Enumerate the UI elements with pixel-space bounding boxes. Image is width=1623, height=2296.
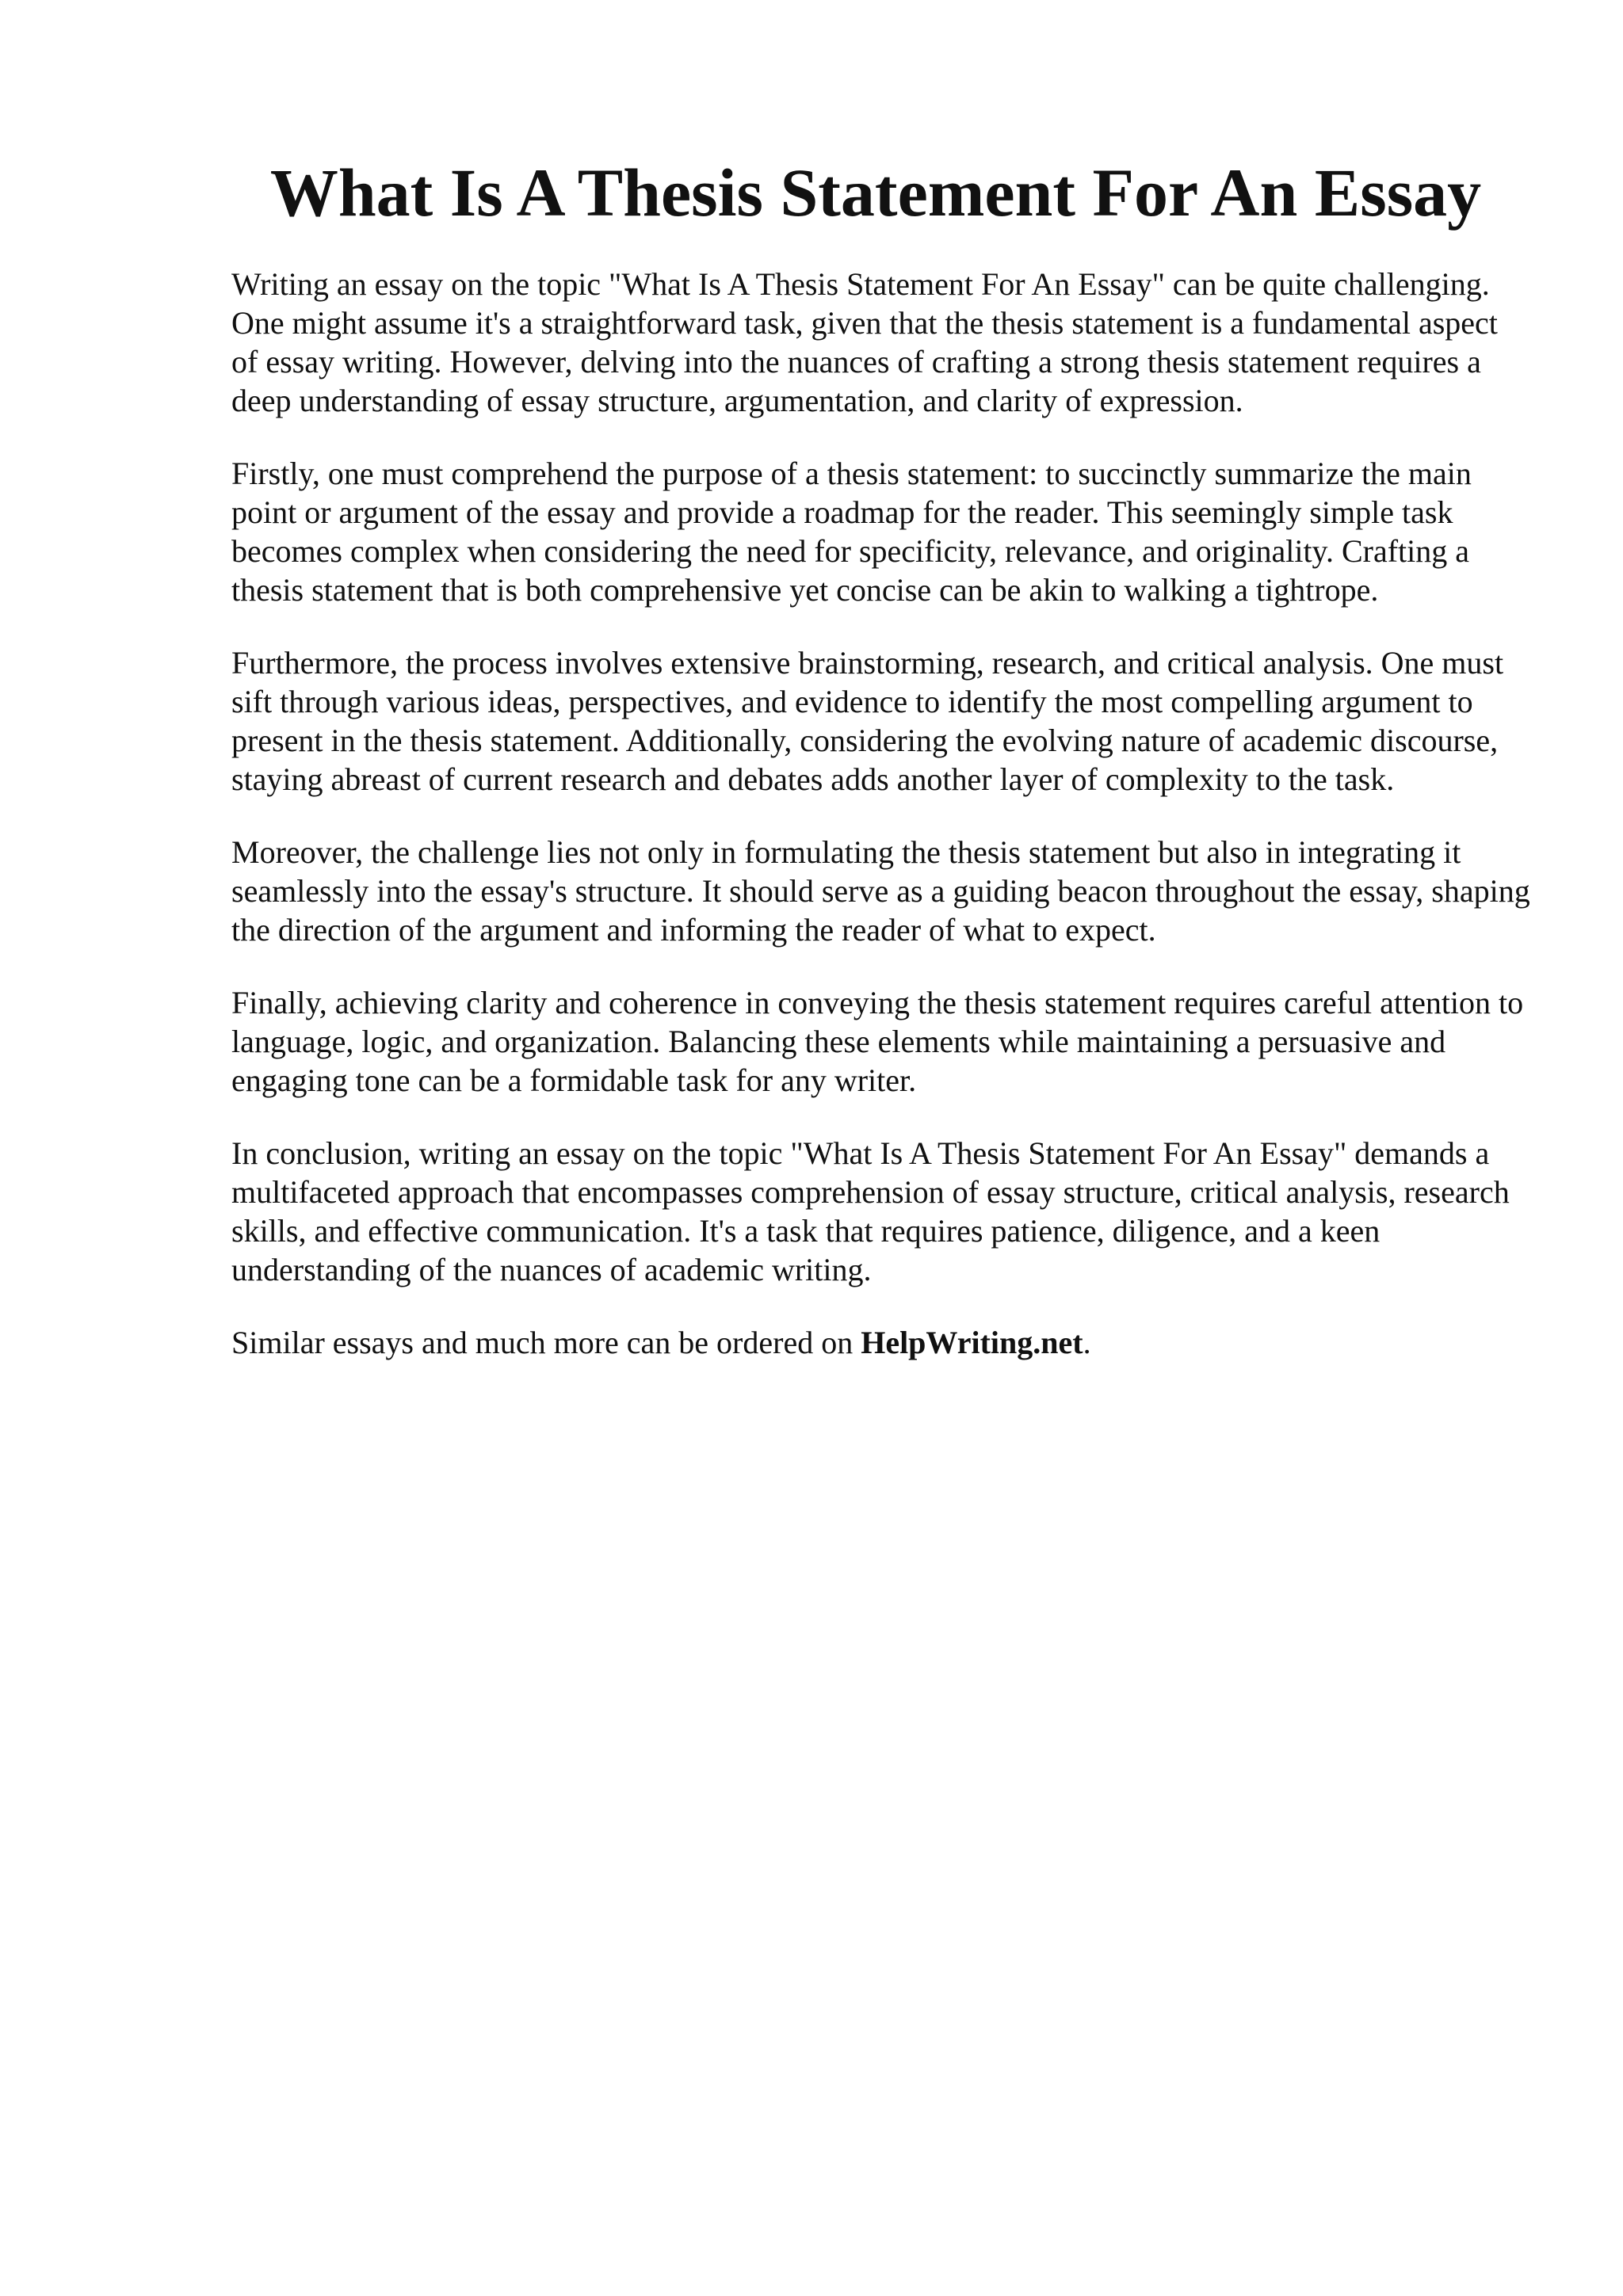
paragraph-2: Firstly, one must comprehend the purpose of a thesis statement: to succinctly summarize the main point or argument of the essay and provide a roadmap for the reader. This seemingly simple task becomes complex when considering the need for specificity, relevance, and originality. Crafting a thesis statement that is both comprehensive yet concise can be akin to walking a tightrope. bbox=[231, 456, 1472, 608]
promo-text: Similar essays and much more can be ordered on bbox=[231, 1325, 854, 1360]
paragraph-1: Writing an essay on the topic "What Is A Thesis Statement For An Essay" can be quite challenging. One might assume it's a straightforward task, given that the thesis statement is a fundamental aspect of essay writing. However, delving into the nuances of crafting a strong thesis statement requires a deep understanding of essay structure, argumentation, and clarity of expression. bbox=[231, 266, 1498, 418]
document-title: What Is A Thesis Statement For An Essay bbox=[269, 154, 1482, 231]
document-body bbox=[231, 265, 1531, 1362]
paragraph-4: Moreover, the challenge lies not only in formulating the thesis statement but also in integrating it seamlessly into the essay's structure. It should serve as a guiding beacon throughout the essay, shaping the direction of the argument and informing the reader of what to expect. bbox=[231, 834, 1530, 948]
promo-line bbox=[231, 1323, 1531, 1362]
paragraph-3: Furthermore, the process involves extensive brainstorming, research, and critical analysis. One must sift through various ideas, perspectives, and evidence to identify the most compelling argument to present in the thesis statement. Additionally, considering the evolving nature of academic discourse, staying abreast of current research and debates adds another layer of complexity to the task. bbox=[231, 645, 1504, 797]
paragraph-6: In conclusion, writing an essay on the topic "What Is A Thesis Statement For An Essay" demands a multifaceted approach that encompasses comprehension of essay structure, critical analysis, research skills, and effective communication. It's a task that requires patience, diligence, and a keen understanding of the nuances of academic writing. bbox=[231, 1135, 1510, 1287]
paragraph-5: Finally, achieving clarity and coherence in conveying the thesis statement requires careful attention to language, logic, and organization. Balancing these elements while maintaining a persuasive and engaging tone can be a formidable task for any writer. bbox=[231, 985, 1524, 1098]
promo-period: . bbox=[1083, 1325, 1091, 1360]
brand-name: HelpWriting.net bbox=[861, 1325, 1083, 1360]
